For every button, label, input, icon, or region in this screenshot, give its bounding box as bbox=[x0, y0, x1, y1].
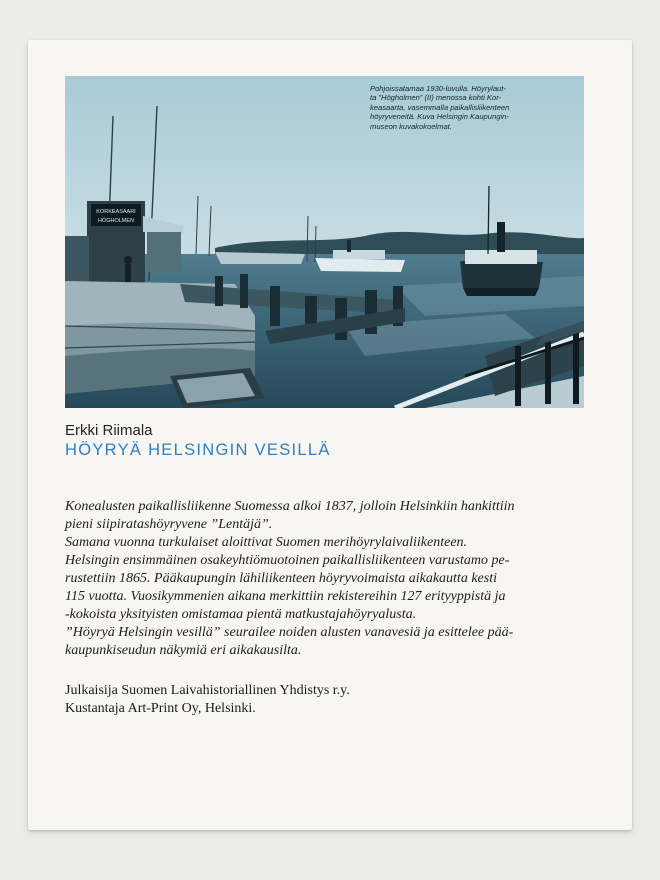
description-line: Konealusten paikallisliikenne Suomessa alkoi 1837, jolloin Helsinkiin hankittiin bbox=[65, 499, 515, 514]
book-description bbox=[65, 498, 605, 660]
caption-line: ta ”Högholmen” (II) menossa kohti Kor- bbox=[370, 93, 502, 103]
harbor-photo bbox=[65, 76, 584, 408]
description-line: pieni siipiratashöyryvene ”Lentäjä”. bbox=[65, 517, 273, 532]
description-line: Samana vuonna turkulaiset aloittivat Suomen merihöyrylaivaliikenteen. bbox=[65, 535, 468, 550]
small-steamer bbox=[315, 258, 405, 272]
kiosk-sign-line-2: HÖGHOLMEN bbox=[97, 218, 135, 224]
description-line: Helsingin ensimmäinen osakeyhtiömuotoinen paikallisliikenteen varustamo pe- bbox=[65, 553, 510, 568]
book-back-cover bbox=[28, 40, 632, 830]
author-name: Erkki Riimala bbox=[65, 422, 153, 439]
caption-line: museon kuvakokoelmat. bbox=[370, 121, 452, 131]
kiosk-sign-line-1: KORKEASAARI bbox=[96, 209, 136, 215]
publisher-info bbox=[65, 682, 605, 718]
description-line: kaupunkiseudun näkymiä eri aikakausilta. bbox=[65, 643, 302, 658]
publisher-line: Julkaisija Suomen Laivahistoriallinen Yhdistys r.y. bbox=[65, 683, 350, 698]
caption-line: höyryveneitä. Kuva Helsingin Kaupungin- bbox=[370, 112, 509, 122]
caption-line: Pohjoissatamaa 1930-luvulla. Höyrylaut- bbox=[370, 84, 506, 93]
description-line: ”Höyryä Helsingin vesillä” seurailee noiden alusten vanavesiä ja esittelee pää- bbox=[65, 625, 514, 640]
publisher-line: Kustantaja Art-Print Oy, Helsinki. bbox=[65, 701, 256, 716]
photo-caption bbox=[370, 84, 578, 131]
description-line: rustettiin 1865. Pääkaupungin lähiliikenteen höyryvoimaista aikakautta kesti bbox=[65, 571, 497, 586]
book-title: HÖYRYÄ HELSINGIN VESILLÄ bbox=[65, 441, 331, 459]
description-line: 115 vuotta. Vuosikymmenien aikana merkittiin rekistereihin 127 erityyppistä ja bbox=[65, 589, 506, 604]
description-line: -kokoista yksityisten omistamaa pientä matkustajahöyryalusta. bbox=[65, 607, 417, 622]
caption-line: keasaarta, vasemmalla paikallisliikenteen bbox=[370, 102, 510, 112]
